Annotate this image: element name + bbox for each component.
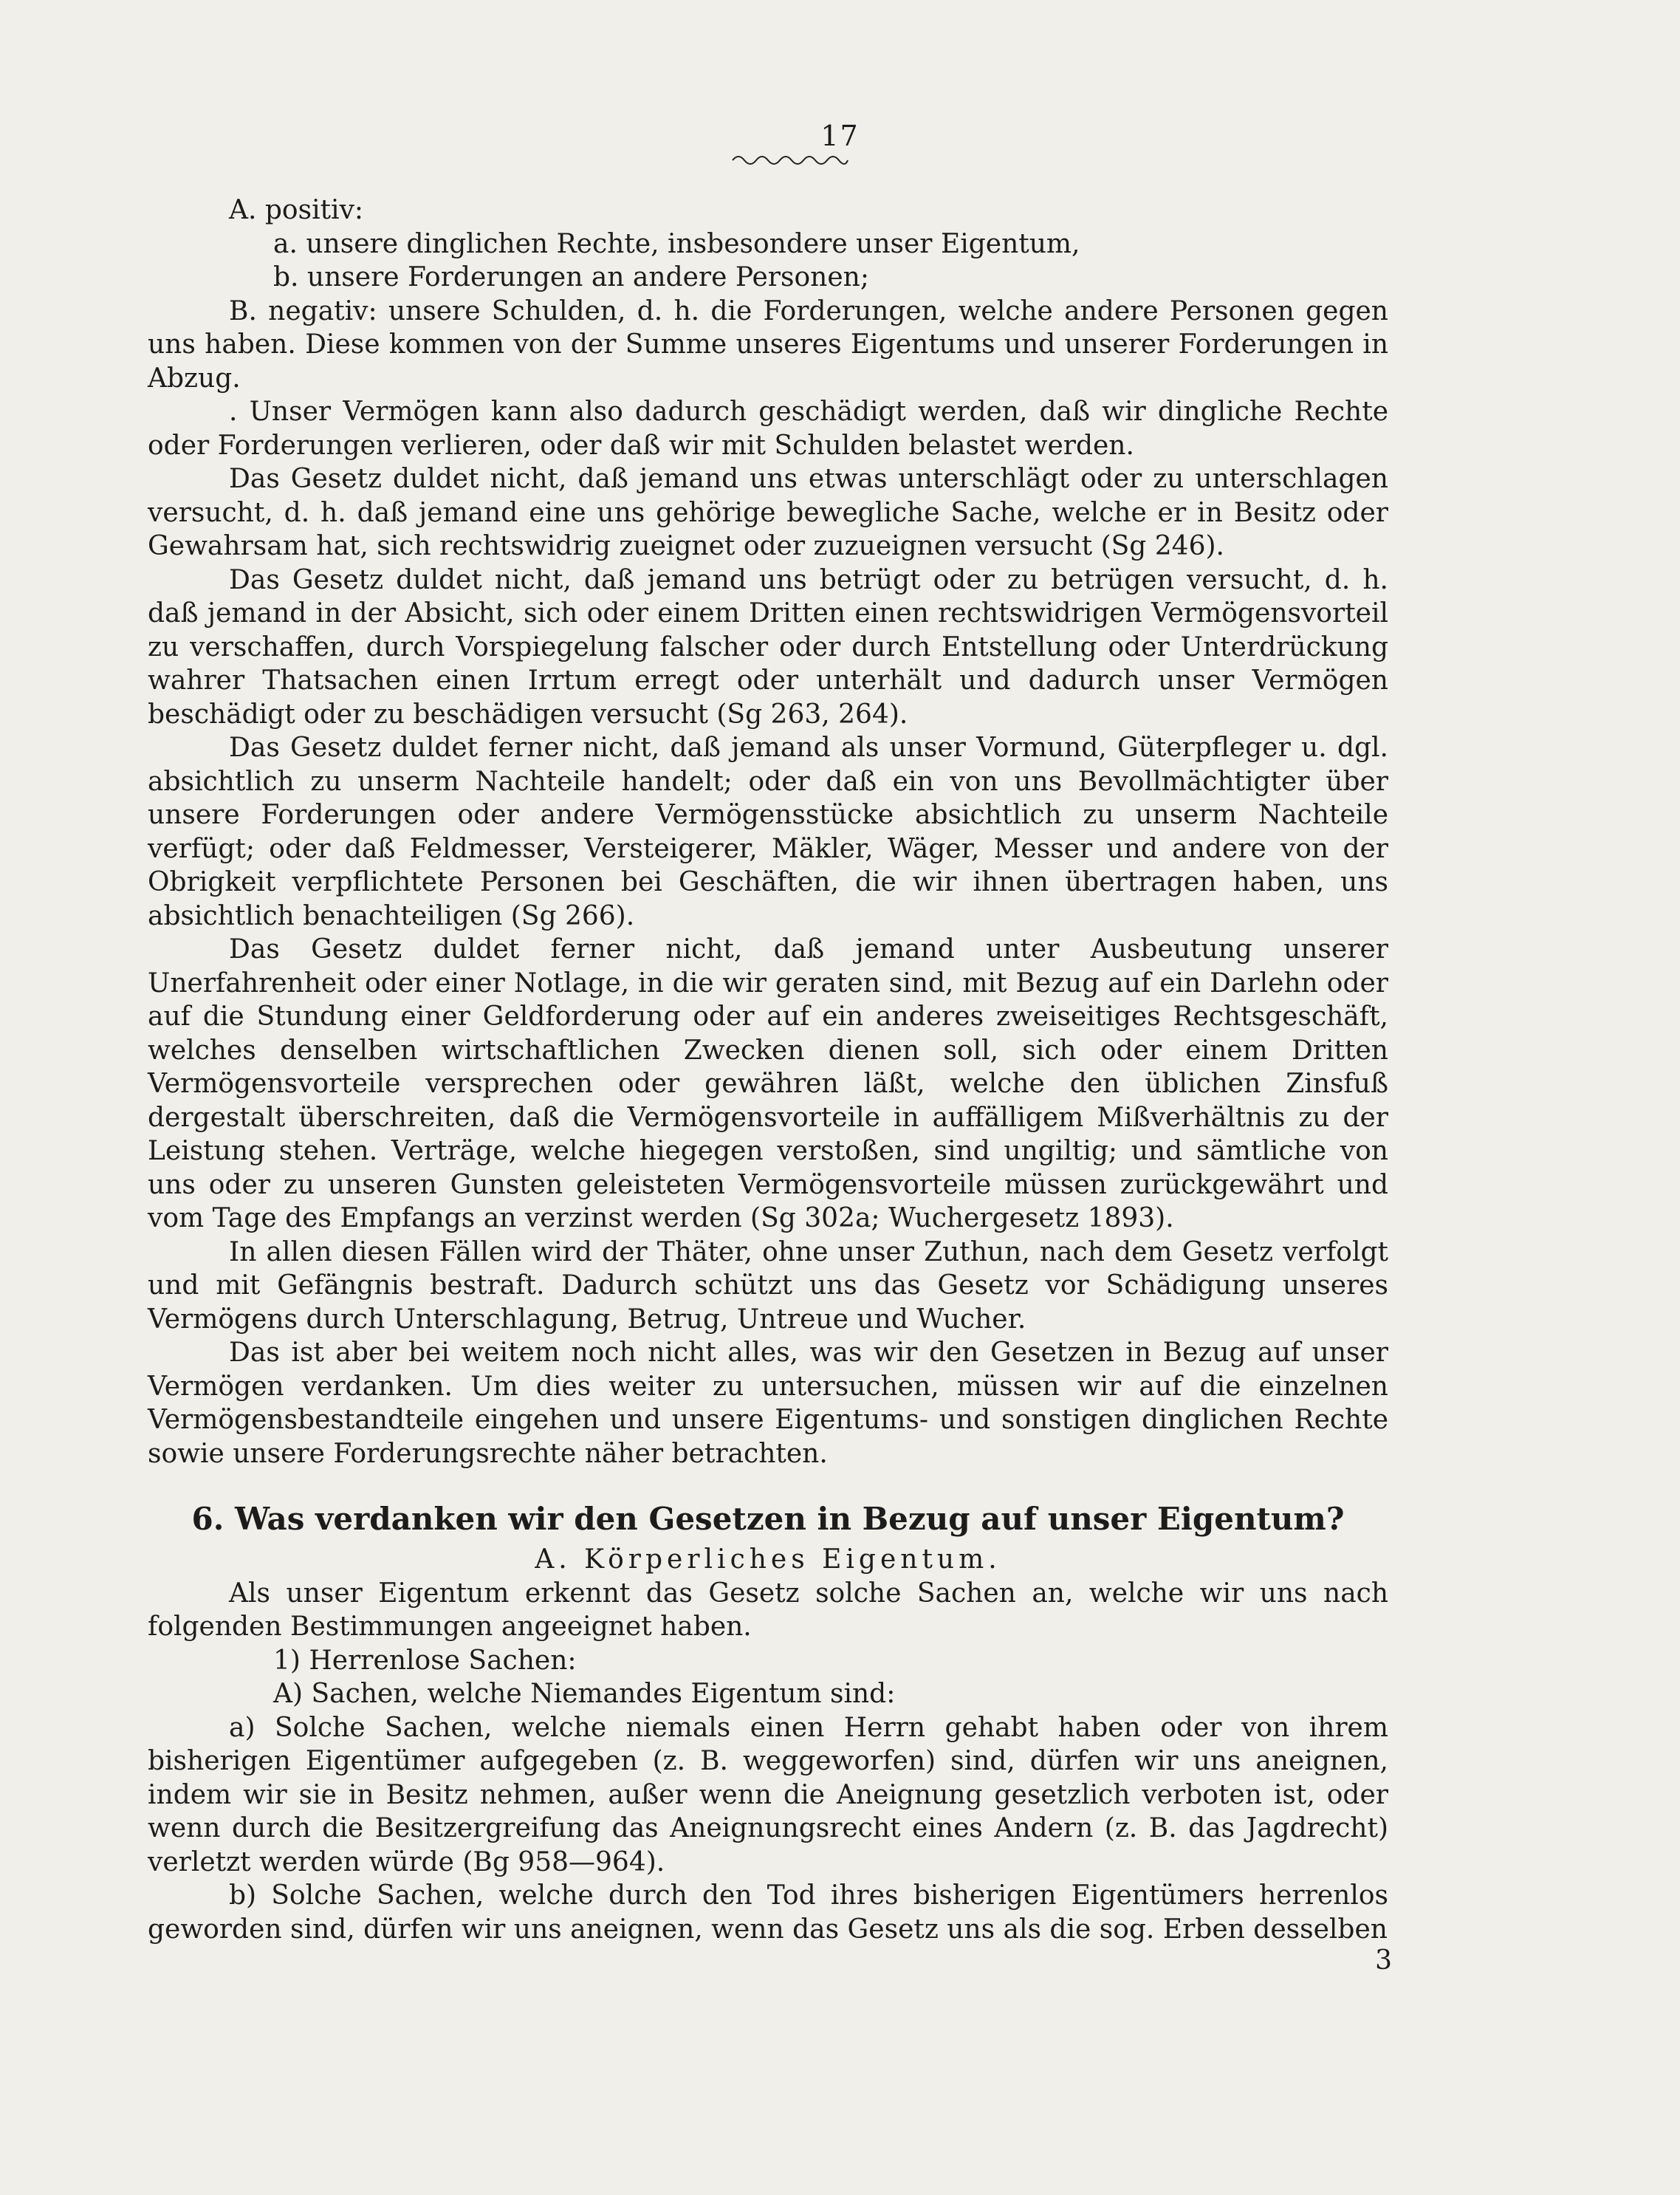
paragraph-3: Das Gesetz duldet nicht, daß jemand uns betrügt oder zu betrügen versucht, d. h. daß jemand in der Absicht, sich oder einem Dritten einen rechtswidrigen Vermögensvorteil zu verschaffen, durch Vorspiegelung falscher oder durch Entstellung oder Unterdrückung wahrer Thatsachen einen Irrtum erregt oder unterhält und dadurch unser Vermögen beschädigt oder zu beschädigen versucht (Sg 263, 264). (148, 564, 1388, 730)
list-heading-a: A) Sachen, welche Niemandes Eigentum sind: (273, 1679, 896, 1709)
paragraph-9: a) Solche Sachen, welche niemals einen Herrn gehabt haben oder von ihrem bisherigen Eigentümer aufgegeben (z. B. weggeworfen) sind, dürfen wir uns aneignen, indem wir sie in Besitz nehmen, außer wenn die Aneignung gesetzlich verboten ist, oder wenn durch die Besitzergreifung das Aneignungsrecht eines Andern (z. B. das Jagdrecht) verletzt werden würde (Bg 958—964). (148, 1712, 1388, 1877)
page-number: 17 (820, 120, 860, 152)
paragraph-2: Das Gesetz duldet nicht, daß jemand uns etwas unterschlägt oder zu unterschlagen versucht, d. h. daß jemand eine uns gehörige bewegliche Sache, welche er in Besitz oder Gewahrsam hat, sich rechtswidrig zueignet oder zuzueignen versucht (Sg 246). (148, 464, 1388, 561)
paragraph-7: Das ist aber bei weitem noch nicht alles, was wir den Gesetzen in Bezug auf unser Vermögen verdanken. Um dies weiter zu untersuchen, müssen wir auf die einzelnen Vermögensbestandteile eingehen und unsere Eigentums- und sonstigen dinglichen Rechte sowie unsere Forderungsrechte näher betrachten. (148, 1338, 1388, 1469)
section-heading: 6. Was verdanken wir den Gesetzen in Bezug auf unser Eigentum? (191, 1501, 1345, 1537)
paragraph-4: Das Gesetz duldet ferner nicht, daß jemand als unser Vormund, Güterpfleger u. dgl. absichtlich zu unserm Nachteile handelt; oder daß ein von uns Bevollmächtigter über unsere Forderungen oder andere Vermögensstücke absichtlich zu unserm Nachteile verfügt; oder daß Feldmesser, Versteigerer, Mäkler, Wäger, Messer und andere von der Obrigkeit verpflichtete Personen bei Geschäften, die wir ihnen übertragen haben, uns absichtlich benachteiligen (Sg 266). (148, 733, 1388, 931)
list-heading-1: 1) Herrenlose Sachen: (273, 1645, 577, 1676)
paragraph-10: b) Solche Sachen, welche durch den Tod ihres bisherigen Eigentümers herrenlos geworden sind, dürfen wir uns aneignen, wenn das Gesetz uns als die sog. Erben desselben (148, 1880, 1388, 1945)
sheet-number: 3 (1375, 1945, 1392, 1976)
section-subheading: A. Körperliches Eigentum. (535, 1544, 1001, 1575)
section-a-item-b: b. unsere Forderungen an andere Personen; (273, 262, 869, 292)
section-a-label: A. positiv: (229, 195, 364, 225)
section-a-item-a: a. unsere dinglichen Rechte, insbesondere unser Eigentum, (273, 228, 1080, 259)
section-b: B. negativ: unsere Schulden, d. h. die Forderungen, welche andere Personen gegen uns haben. Diese kommen von der Summe unseres Eigentums und unserer Forderungen in Abzug. (148, 295, 1388, 394)
paragraph-5: Das Gesetz duldet ferner nicht, daß jemand unter Ausbeutung unserer Unerfahrenheit oder einer Notlage, in die wir geraten sind, mit Bezug auf ein Darlehn oder auf die Stundung einer Geldforderung oder auf ein anderes zweiseitiges Rechtsgeschäft, welches denselben wirtschaftlichen Zwecken dienen soll, sich oder einem Dritten Vermögensvorteile versprechen oder gewähren läßt, welche den üblichen Zinsfuß dergestalt überschreiten, daß die Vermögensvorteile in auffälligem Mißverhältnis zu der Leistung stehen. Verträge, welche hiegegen verstoßen, sind ungiltig; und sämtliche von uns oder zu unseren Gunsten geleisteten Vermögensvorteile müssen zurückgewährt und vom Tage des Empfangs an verzinst werden (Sg 302a; Wuchergesetz 1893). (148, 934, 1388, 1233)
ornament-flourish (731, 151, 849, 168)
paragraph-1: . Unser Vermögen kann also dadurch geschädigt werden, daß wir dingliche Rechte oder Forderungen verlieren, oder daß wir mit Schulden belastet werden. (148, 397, 1388, 461)
body-text (148, 194, 1388, 1946)
paragraph-6: In allen diesen Fällen wird der Thäter, ohne unser Zuthun, nach dem Gesetz verfolgt und mit Gefängnis bestraft. Dadurch schützt uns das Gesetz vor Schädigung unseres Vermögens durch Unterschlagung, Betrug, Untreue und Wucher. (148, 1236, 1388, 1335)
paragraph-8: Als unser Eigentum erkennt das Gesetz solche Sachen an, welche wir uns nach folgenden Bestimmungen angeeignet haben. (148, 1578, 1388, 1642)
